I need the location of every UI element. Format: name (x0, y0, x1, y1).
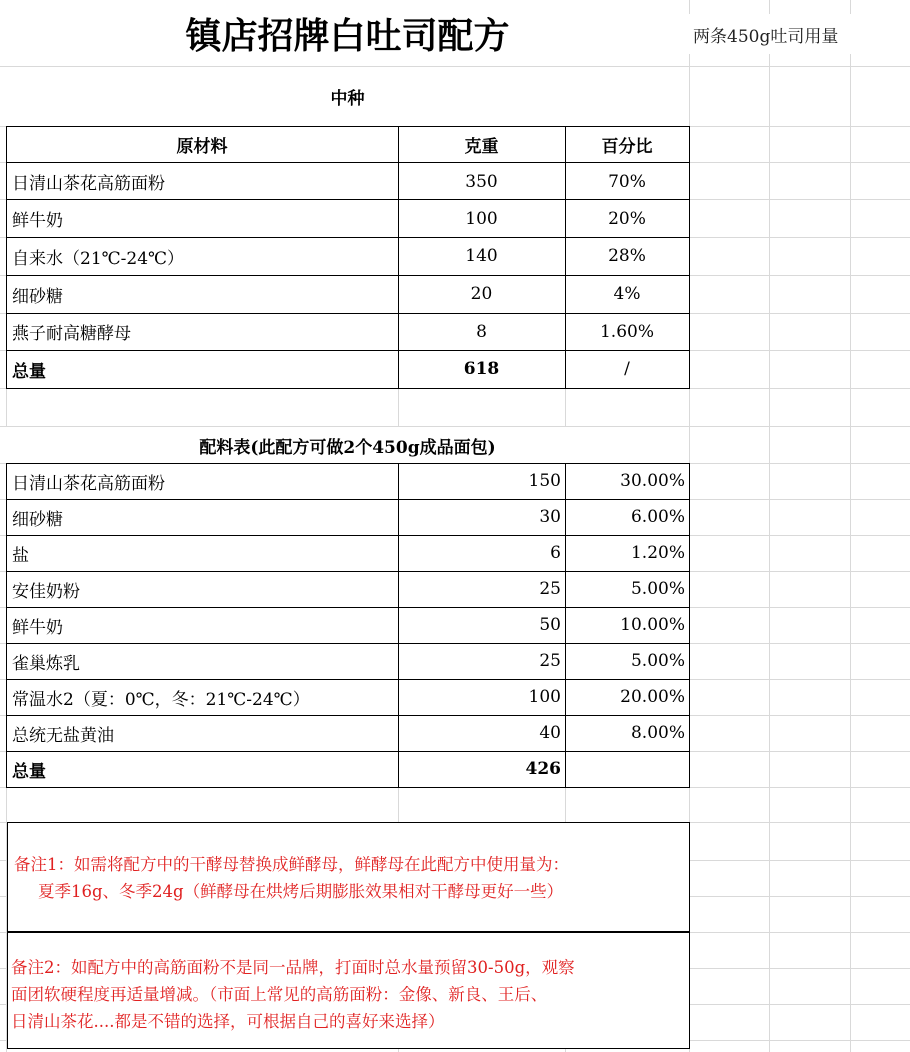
starter-row-weight[interactable]: 140 (465, 246, 498, 266)
dough-heading[interactable]: 配料表(此配方可做2个450g成品面包) (6, 427, 689, 463)
starter-total-label[interactable]: 总量 (12, 361, 46, 382)
starter-row-name[interactable]: 鲜牛奶 (12, 211, 63, 231)
dough-row-percent[interactable]: 6.00% (630, 507, 685, 527)
starter-row-weight[interactable]: 20 (470, 284, 493, 304)
dough-row-name[interactable]: 细砂糖 (12, 509, 63, 530)
header-percent[interactable]: 百分比 (601, 137, 653, 157)
dough-row-weight[interactable]: 40 (539, 723, 561, 743)
starter-row-weight[interactable]: 350 (465, 171, 498, 192)
dough-row-weight[interactable]: 25 (539, 579, 561, 599)
header-weight[interactable]: 克重 (464, 137, 499, 157)
note-2-line-3: 日清山茶花....都是不错的选择，可根据自己的喜好来选择） (11, 1012, 445, 1031)
dough-row-percent[interactable]: 8.00% (630, 723, 685, 743)
starter-row-name[interactable]: 日清山茶花高筋面粉 (12, 174, 165, 194)
dough-row-percent[interactable]: 20.00% (620, 687, 685, 707)
starter-row-name[interactable]: 自来水（21℃-24℃） (12, 248, 185, 269)
note-2-box[interactable] (7, 932, 690, 1049)
dough-total-label[interactable]: 总量 (12, 761, 46, 782)
starter-row-percent[interactable]: 20% (608, 208, 646, 229)
dough-row-name[interactable]: 安佳奶粉 (12, 581, 80, 602)
note-1-line-1: 备注1：如需将配方中的干酵母替换成鲜酵母，鲜酵母在此配方中使用量为： (14, 855, 569, 874)
dough-row-percent[interactable]: 30.00% (620, 471, 685, 491)
starter-heading[interactable]: 中种 (6, 67, 689, 126)
note-2-line-1: 备注2：如配方中的高筋面粉不是同一品牌，打面时总水量预留30-50g，观察 (11, 958, 575, 977)
side-note-cell[interactable]: 两条450g吐司用量 (689, 14, 889, 54)
starter-total-weight[interactable]: 618 (463, 359, 500, 379)
starter-row-percent[interactable]: 28% (608, 246, 646, 266)
dough-total-weight[interactable]: 426 (525, 759, 561, 779)
dough-row-name[interactable]: 常温水2（夏：0℃，冬：21℃-24℃） (12, 689, 310, 710)
dough-row-name[interactable]: 盐 (12, 545, 29, 566)
dough-row-name[interactable]: 雀巢炼乳 (12, 653, 80, 674)
starter-row-percent[interactable]: 70% (608, 171, 646, 192)
starter-row-weight[interactable]: 8 (476, 321, 487, 342)
dough-row-name[interactable]: 日清山茶花高筋面粉 (12, 473, 165, 494)
dough-row-weight[interactable]: 6 (550, 543, 561, 563)
note-1-line-2: 夏季16g、冬季24g（鲜酵母在烘烤后期膨胀效果相对干酵母更好一些） (38, 882, 564, 901)
starter-row-weight[interactable]: 100 (465, 208, 498, 229)
dough-total-percent[interactable] (565, 751, 689, 787)
starter-row-name[interactable]: 细砂糖 (12, 286, 63, 307)
starter-row-percent[interactable]: 4% (613, 284, 641, 304)
page-title[interactable]: 镇店招牌白吐司配方 (6, 0, 689, 66)
dough-row-percent[interactable]: 10.00% (620, 615, 685, 635)
dough-row-name[interactable]: 鲜牛奶 (12, 617, 63, 638)
dough-row-weight[interactable]: 150 (528, 471, 561, 491)
dough-row-percent[interactable]: 5.00% (630, 651, 685, 671)
starter-total-percent[interactable]: / (624, 359, 630, 379)
header-ingredient[interactable]: 原材料 (176, 137, 228, 157)
starter-row-name[interactable]: 燕子耐高糖酵母 (12, 324, 131, 344)
dough-row-percent[interactable]: 1.20% (630, 543, 685, 563)
dough-row-weight[interactable]: 100 (528, 687, 561, 707)
dough-row-weight[interactable]: 30 (539, 507, 561, 527)
note-1-box[interactable] (7, 822, 690, 932)
dough-row-percent[interactable]: 5.00% (630, 579, 685, 599)
dough-row-weight[interactable]: 50 (539, 615, 561, 635)
dough-row-name[interactable]: 总统无盐黄油 (12, 725, 114, 746)
dough-row-weight[interactable]: 25 (539, 651, 561, 671)
note-2-line-2: 面团软硬程度再适量增减。（市面上常见的高筋面粉：金像、新良、王后、 (11, 985, 548, 1004)
starter-row-percent[interactable]: 1.60% (599, 321, 654, 342)
